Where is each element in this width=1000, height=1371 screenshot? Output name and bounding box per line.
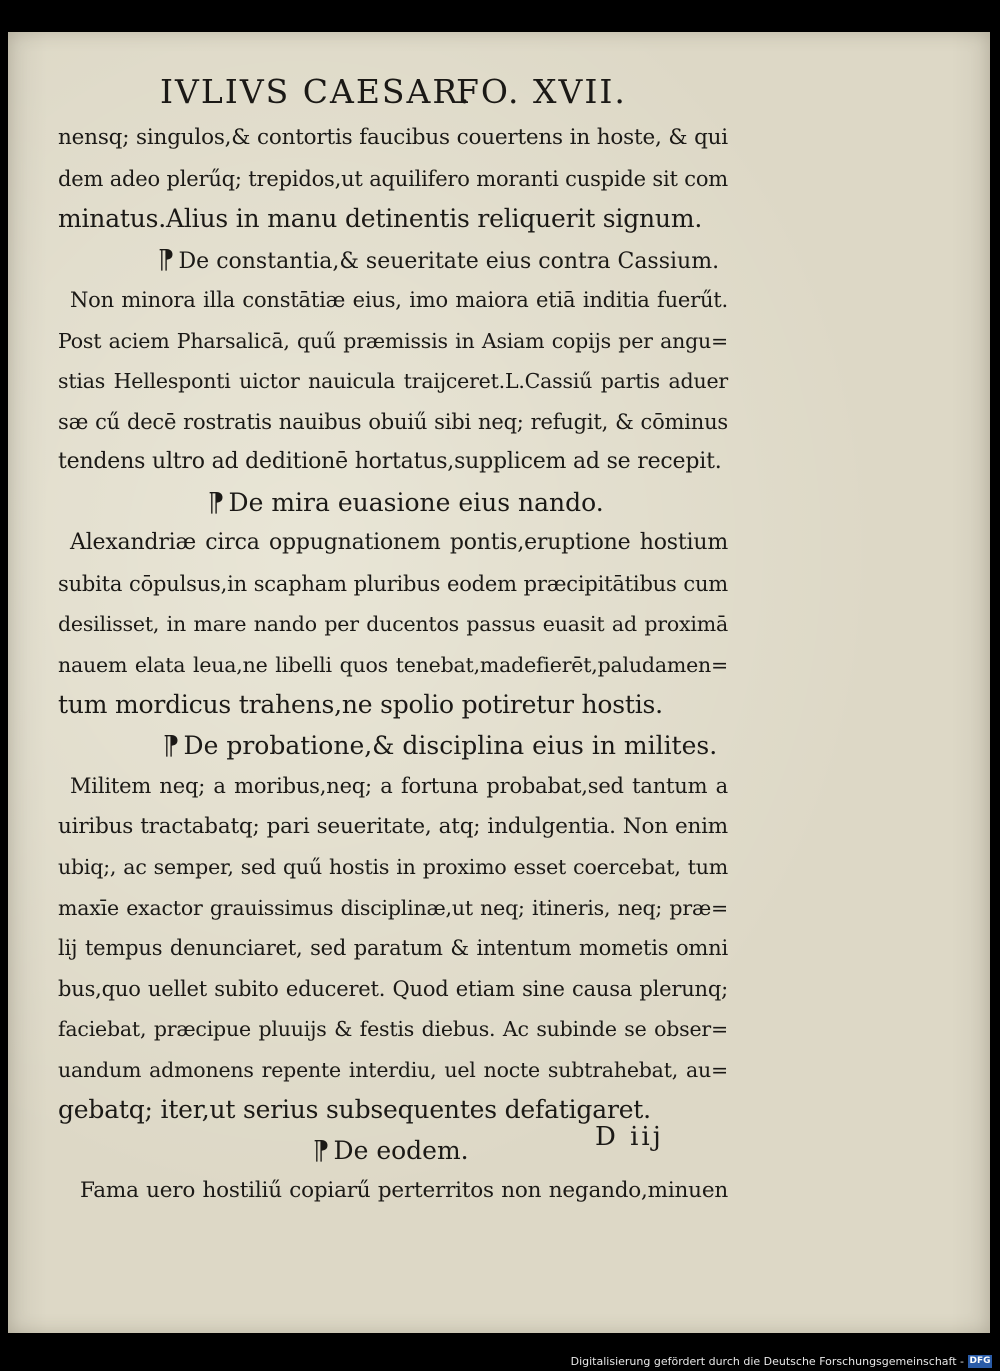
section-heading-text: De constantia,& seueritate eius contra Cassium. bbox=[178, 248, 720, 274]
text-line: tendens ultro ad deditionē hortatus,supplicem ad se recepit. bbox=[58, 449, 722, 474]
text-line: Militem neq; a moribus,neq; a fortuna probabat,sed tantum a bbox=[70, 774, 728, 798]
text-line: gebatq; iter,ut serius subsequentes defatigaret. bbox=[58, 1095, 651, 1124]
section-heading-text: De eodem. bbox=[333, 1135, 469, 1165]
paragraph-mark-icon: ¶ bbox=[208, 487, 225, 518]
text-line: Non minora illa constātiæ eius, imo maiora etiā inditia fuerűt. bbox=[70, 288, 728, 312]
text-line: dem adeo plerűq; trepidos,ut aquilifero moranti cuspide sit com bbox=[58, 166, 728, 191]
text-line: subita cōpulsus,in scapham pluribus eodem præcipitātibus cum bbox=[58, 571, 728, 596]
signature-mark: D iij bbox=[595, 1122, 664, 1152]
text-line: bus,quo uellet subito educeret. Quod etiam sine causa plerunq; bbox=[58, 976, 728, 1001]
footer-credit: Digitalisierung gefördert durch die Deutsche Forschungsgemeinschaft - bbox=[570, 1355, 964, 1368]
text-line: nauem elata leua,ne libelli quos tenebat,madefierēt,paludamen= bbox=[58, 652, 728, 677]
paragraph-mark-icon: ¶ bbox=[313, 1135, 330, 1166]
paragraph-mark-icon: ¶ bbox=[163, 730, 180, 761]
dfg-logo-icon: DFG bbox=[969, 1356, 991, 1366]
text-line: minatus.Alius in manu detinentis reliquerit signum. bbox=[58, 204, 703, 233]
section-heading-text: De mira euasione eius nando. bbox=[228, 487, 604, 517]
text-block bbox=[58, 66, 728, 1212]
text-line: uandum admonens repente interdiu, uel nocte subtrahebat, au= bbox=[58, 1057, 728, 1082]
text-line: desilisset, in mare nando per ducentos passus euasit ad proximā bbox=[58, 612, 728, 636]
text-line: stias Hellesponti uictor nauicula traijceret.L.Cassiű partis aduer bbox=[58, 369, 728, 393]
footer-bar bbox=[0, 1352, 1000, 1371]
text-line: Alexandriæ circa oppugnationem pontis,eruptione hostium bbox=[70, 530, 728, 555]
folio-number: FO. XVII. bbox=[456, 72, 627, 111]
text-line: lij tempus denunciaret, sed paratum & intentum mometis omni bbox=[58, 936, 728, 960]
section-heading bbox=[58, 240, 728, 281]
paragraph-mark-icon: ¶ bbox=[158, 244, 175, 275]
section-heading-text: De probatione,& disciplina eius in milites. bbox=[183, 730, 718, 760]
section-heading bbox=[58, 726, 728, 767]
text-line: nensq; singulos,& contortis faucibus couertens in hoste, & qui bbox=[58, 125, 728, 150]
running-head-title: IVLIVS CAESAR. bbox=[160, 72, 472, 111]
section-heading bbox=[58, 483, 728, 524]
text-line: uiribus tractabatq; pari seueritate, atq; indulgentia. Non enim bbox=[58, 813, 728, 839]
body-text bbox=[58, 118, 728, 1212]
text-line: faciebat, præcipue pluuijs & festis diebus. Ac subinde se obser= bbox=[58, 1017, 728, 1041]
text-line: maxīe exactor grauissimus disciplinæ,ut neq; itineris, neq; præ= bbox=[58, 895, 728, 920]
running-head bbox=[58, 66, 728, 118]
text-line: sæ cű decē rostratis nauibus obuiű sibi neq; refugit, & cōminus bbox=[58, 409, 728, 434]
text-line: Post aciem Pharsalicā, quű præmissis in Asiam copijs per angu= bbox=[58, 328, 728, 353]
text-line: ubiq;, ac semper, sed quű hostis in proximo esset coercebat, tum bbox=[58, 855, 728, 879]
text-line: tum mordicus trahens,ne spolio potiretur hostis. bbox=[58, 690, 663, 719]
text-line: Fama uero hostiliű copiarű perterritos non negando,minuen bbox=[80, 1178, 728, 1203]
book-page bbox=[8, 32, 990, 1333]
